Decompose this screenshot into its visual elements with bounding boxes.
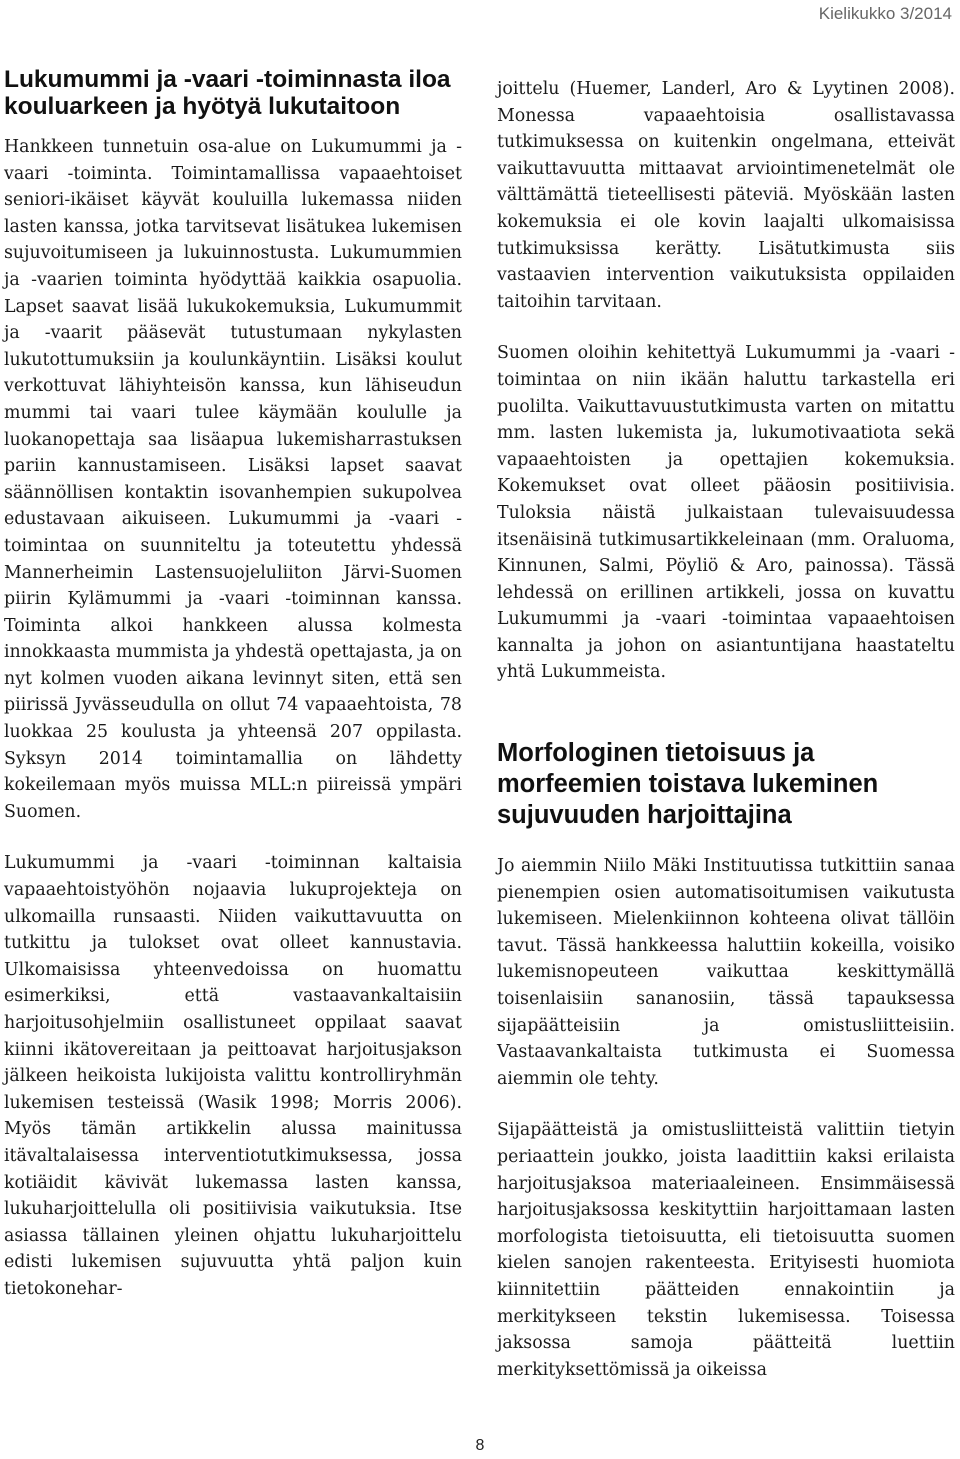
body-paragraph: Jo aiemmin Niilo Mäki Instituutissa tutkittiin sanaa pienempien osien automatisoitumisen vaikutusta lukemiseen. Mielenkiinnon kohteena olivat tällöin tavut. Tässä hankkeessa haluttiin kokeilla, voisiko lukemisnopeuteen vaikuttaa keskittymällä toisenlaisiin sananosiin, tässä tapauksessa sijapäätteisiin ja omistusliitteisiin. Vastaavankaltaista tutkimusta ei Suomessa aiemmin ole tehty. <box>497 856 955 1089</box>
body-paragraph: Hankkeen tunnetuin osa-alue on Lukumummi ja -vaari -toiminta. Toimintamallissa vapaaehtoiset seniori-ikäiset käyvät kouluilla lukemassa niiden lasten kanssa, jotka tarvitsevat lisätukea lukemisen sujuvoitumiseen ja lukuinnostusta. Lukumummien ja -vaarien toiminta hyödyttää kaikkia osapuolia. Lapset saavat lisää lukukokemuksia, Lukumummit ja -vaarit pääsevät tutustumaan nykylasten lukutottumuksiin ja koulunkäyntiin. Lisäksi koulut verkottuvat lähiyhteisön kanssa, kun lähiseudun mummi tai vaari tulee käymään koululle ja luokanopettaja saa lisäapua lukemisharrastuksen pariin kannustamiseen. Lisäksi lapset saavat säännöllisen kontaktin isovanhempien sukupolvea edustavaan aikuiseen. Lukumummi ja -vaari -toimintaa on suunniteltu ja toteutettu yhdessä Mannerheimin Lastensuojeluliiton Järvi-Suomen piirin Kylämummi ja -vaari -toiminnan kanssa. Toiminta alkoi hankkeen alussa kolmesta innokkaasta mummista ja yhdestä opettajasta, ja on nyt kolmen vuoden aikana levinnyt siten, että sen piirissä Jyvässeudulla on ollut 74 vapaaehtoista, 78 luokkaa 25 koulusta ja yhteensä 207 oppilasta. Syksyn 2014 toimintamallia on lähdetty kokeilemaan myös muissa MLL:n piireissä ympäri Suomen. <box>4 137 462 822</box>
page-number: 8 <box>475 1437 485 1454</box>
article-section-heading: Lukumummi ja -vaari -toiminnasta iloa kouluarkeen ja hyötyä lukutaitoon <box>4 66 451 120</box>
running-head: Kielikukko 3/2014 <box>818 4 952 23</box>
right-column <box>497 76 955 1383</box>
left-column <box>4 66 462 1303</box>
article-section-heading: Morfologinen tietoisuus ja morfeemien toistava lukeminen sujuvuuden harjoittajina <box>497 739 879 830</box>
body-paragraph: Suomen oloihin kehitettyä Lukumummi ja -vaari -toimintaa on niin ikään haluttu tarkastella eri puolilta. Vaikuttavuustutkimusta varten on mitattu mm. lasten lukemista ja, lukumotivaatiota sekä vapaaehtoisten ja opettajien kokemuksia. Kokemukset ovat olleet pääosin positiivisia. Tuloksia näistä julkaistaan tulevaisuudessa itsenäisinä tutkimusartikkeleinaan (mm. Oraluoma, Kinnunen, Salmi, Pöyliö & Aro, painossa). Tässä lehdessä on erillinen artikkeli, jossa on kuvattu Lukumummi ja -vaari -toimintaa vapaaehtoisen kannalta ja johon on asiantuntijana haastateltu yhtä Lukummeista. <box>497 343 955 683</box>
body-paragraph: joittelu (Huemer, Landerl, Aro & Lyytinen 2008). Monessa vapaaehtoisia osallistavassa tutkimuksessa on kuitenkin ongelmana, etteivät vaikuttavuutta mittaavat arviointimenetelmät ole välttämättä tieteellisesti päteviä. Myöskään lasten kokemuksia ei ole kovin laajalti ulkomaisissa tutkimuksissa kerätty. Lisätutkimusta siis vastaavien intervention vaikutuksista oppilaiden taitoihin tarvitaan. <box>497 79 955 312</box>
body-paragraph: Lukumummi ja -vaari -toiminnan kaltaisia vapaaehtoistyöhön nojaavia lukuprojekteja on ulkomailla runsaasti. Niiden vaikuttavuutta on tutkittu ja tulokset ovat olleet kannustavia. Ulkomaisissa yhteenvedoissa on huomattu esimerkiksi, että vastaavankaltaisiin harjoitusohjelmiin osallistuneet oppilaat saavat kiinni ikätovereitaan ja peittoavat harjoitusjakson jälkeen heikoista lukijoista valittu kontrolliryhmän lukemisen testeissä (Wasik 1998; Morris 2006). Myös tämän artikkelin alussa mainitussa itävaltalaisessa interventiotutkimuksessa, jossa kotiäidit kävivät lukemassa lasten kanssa, lukuharjoittelulla oli positiivisia vaikutuksia. Itse asiassa tällainen yleinen ohjattu lukuharjoittelu edisti lukemisen sujuvuutta yhtä paljon kuin tietokonehar- <box>4 853 462 1299</box>
body-paragraph: Sijapäätteistä ja omistusliitteistä valittiin tietyin periaattein joukko, joista laadittiin kaksi erilaista harjoitusjaksoa materiaaleineen. Ensimmäisessä harjoitusjaksossa keskityttiin harjoittamaan lasten morfologista tietoisuutta, eli tietoisuutta suomen kielen sanojen rakenteesta. Erityisesti huomiota kiinnitettiin päätteiden ennakointiin ja merkitykseen tekstin lukemisessa. Toisessa jaksossa samoja päätteitä luettiin merkityksettömissä ja oikeissa <box>497 1120 955 1380</box>
